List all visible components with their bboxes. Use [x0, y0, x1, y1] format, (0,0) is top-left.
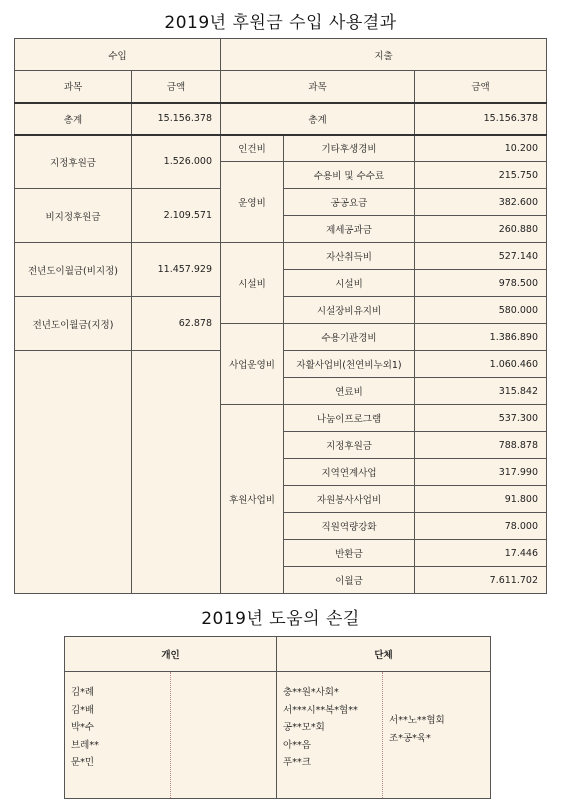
expense-item-amount: 1.060.460	[415, 351, 547, 378]
expense-item-amount: 978.500	[415, 270, 547, 297]
expense-item-amount: 527.140	[415, 243, 547, 270]
list-item: 공**모*회	[283, 722, 325, 733]
expense-item-amount: 10.200	[415, 135, 547, 162]
expense-category: 후원사업비	[221, 405, 284, 594]
donor-table	[64, 636, 491, 799]
expense-item-amount: 315.842	[415, 378, 547, 405]
expense-item-name: 수용비 및 수수료	[284, 162, 415, 189]
expense-total-value: 15.156.378	[415, 103, 547, 135]
expense-item-amount: 17.446	[415, 540, 547, 567]
list-item: 박*수	[71, 722, 95, 733]
expense-item-name: 수용기관경비	[284, 324, 415, 351]
income-total-label: 총계	[15, 103, 132, 135]
expense-col-amount: 금액	[415, 71, 547, 103]
expense-item-amount: 7.611.702	[415, 567, 547, 594]
list-item: 브레**	[71, 739, 99, 751]
list-item: 푸**크	[283, 757, 311, 768]
expense-item-name: 자원봉사사업비	[284, 486, 415, 513]
list-item: 조*공*육*	[389, 732, 431, 744]
income-item-amount: 62.878	[132, 297, 221, 351]
group-list-left	[277, 672, 383, 799]
expense-item-amount: 580.000	[415, 297, 547, 324]
expense-item-name: 자산취득비	[284, 243, 415, 270]
expense-item-amount: 1.386.890	[415, 324, 547, 351]
expense-item-amount: 260.880	[415, 216, 547, 243]
income-header: 수입	[15, 39, 221, 71]
expense-item-name: 공공요금	[284, 189, 415, 216]
individual-list-empty	[171, 672, 277, 799]
expense-item-name: 제세공과금	[284, 216, 415, 243]
list-item: 아**음	[283, 739, 311, 751]
list-item: 문*민	[71, 757, 95, 768]
expense-item-name: 반환금	[284, 540, 415, 567]
expense-item-name: 직원역량강화	[284, 513, 415, 540]
expense-item-name: 기타후생경비	[284, 135, 415, 162]
individual-header: 개인	[65, 637, 277, 672]
section-title: 2019년 도움의 손길	[201, 609, 360, 629]
individual-list	[65, 672, 171, 799]
income-item-amount: 1.526.000	[132, 135, 221, 189]
expense-category: 인건비	[221, 135, 284, 162]
income-total-value: 15.156.378	[132, 103, 221, 135]
income-item-name: 지정후원금	[15, 135, 132, 189]
expense-item-name: 시설비	[284, 270, 415, 297]
income-item-name: 전년도이월금(지정)	[15, 297, 132, 351]
expense-item-name: 연료비	[284, 378, 415, 405]
budget-table	[14, 38, 547, 594]
expense-item-amount: 215.750	[415, 162, 547, 189]
expense-category: 사업운영비	[221, 324, 284, 405]
expense-header: 지출	[221, 39, 547, 71]
expense-item-amount: 537.300	[415, 405, 547, 432]
list-item: 김*배	[71, 704, 95, 716]
income-item-name: 전년도이월금(비지정)	[15, 243, 132, 297]
expense-item-amount: 78.000	[415, 513, 547, 540]
income-blank-cell	[132, 351, 221, 594]
expense-item-name: 나눔이프로그램	[284, 405, 415, 432]
expense-item-name: 지정후원금	[284, 432, 415, 459]
expense-col-subject: 과목	[221, 71, 415, 103]
expense-item-name: 지역연계사업	[284, 459, 415, 486]
expense-item-amount: 317.990	[415, 459, 547, 486]
expense-item-name: 시설장비유지비	[284, 297, 415, 324]
group-list-right	[383, 672, 491, 799]
income-item-amount: 2.109.571	[132, 189, 221, 243]
list-item: 충**원*사회*	[283, 687, 339, 698]
expense-item-name: 자활사업비(천연비누외1)	[284, 351, 415, 378]
list-item: 김*례	[71, 687, 95, 698]
income-item-name: 비지정후원금	[15, 189, 132, 243]
income-col-amount: 금액	[132, 71, 221, 103]
page-title: 2019년 후원금 수입 사용결과	[164, 13, 397, 33]
income-item-amount: 11.457.929	[132, 243, 221, 297]
expense-item-amount: 91.800	[415, 486, 547, 513]
expense-category: 운영비	[221, 162, 284, 243]
group-header: 단체	[277, 637, 491, 672]
expense-item-amount: 788.878	[415, 432, 547, 459]
expense-item-name: 이월금	[284, 567, 415, 594]
expense-category: 시설비	[221, 243, 284, 324]
expense-total-label: 총계	[221, 103, 415, 135]
income-blank-cell	[15, 351, 132, 594]
list-item: 서***시**복*협**	[283, 704, 358, 716]
list-item: 서**노**협회	[389, 715, 445, 726]
income-col-subject: 과목	[15, 71, 132, 103]
expense-item-amount: 382.600	[415, 189, 547, 216]
